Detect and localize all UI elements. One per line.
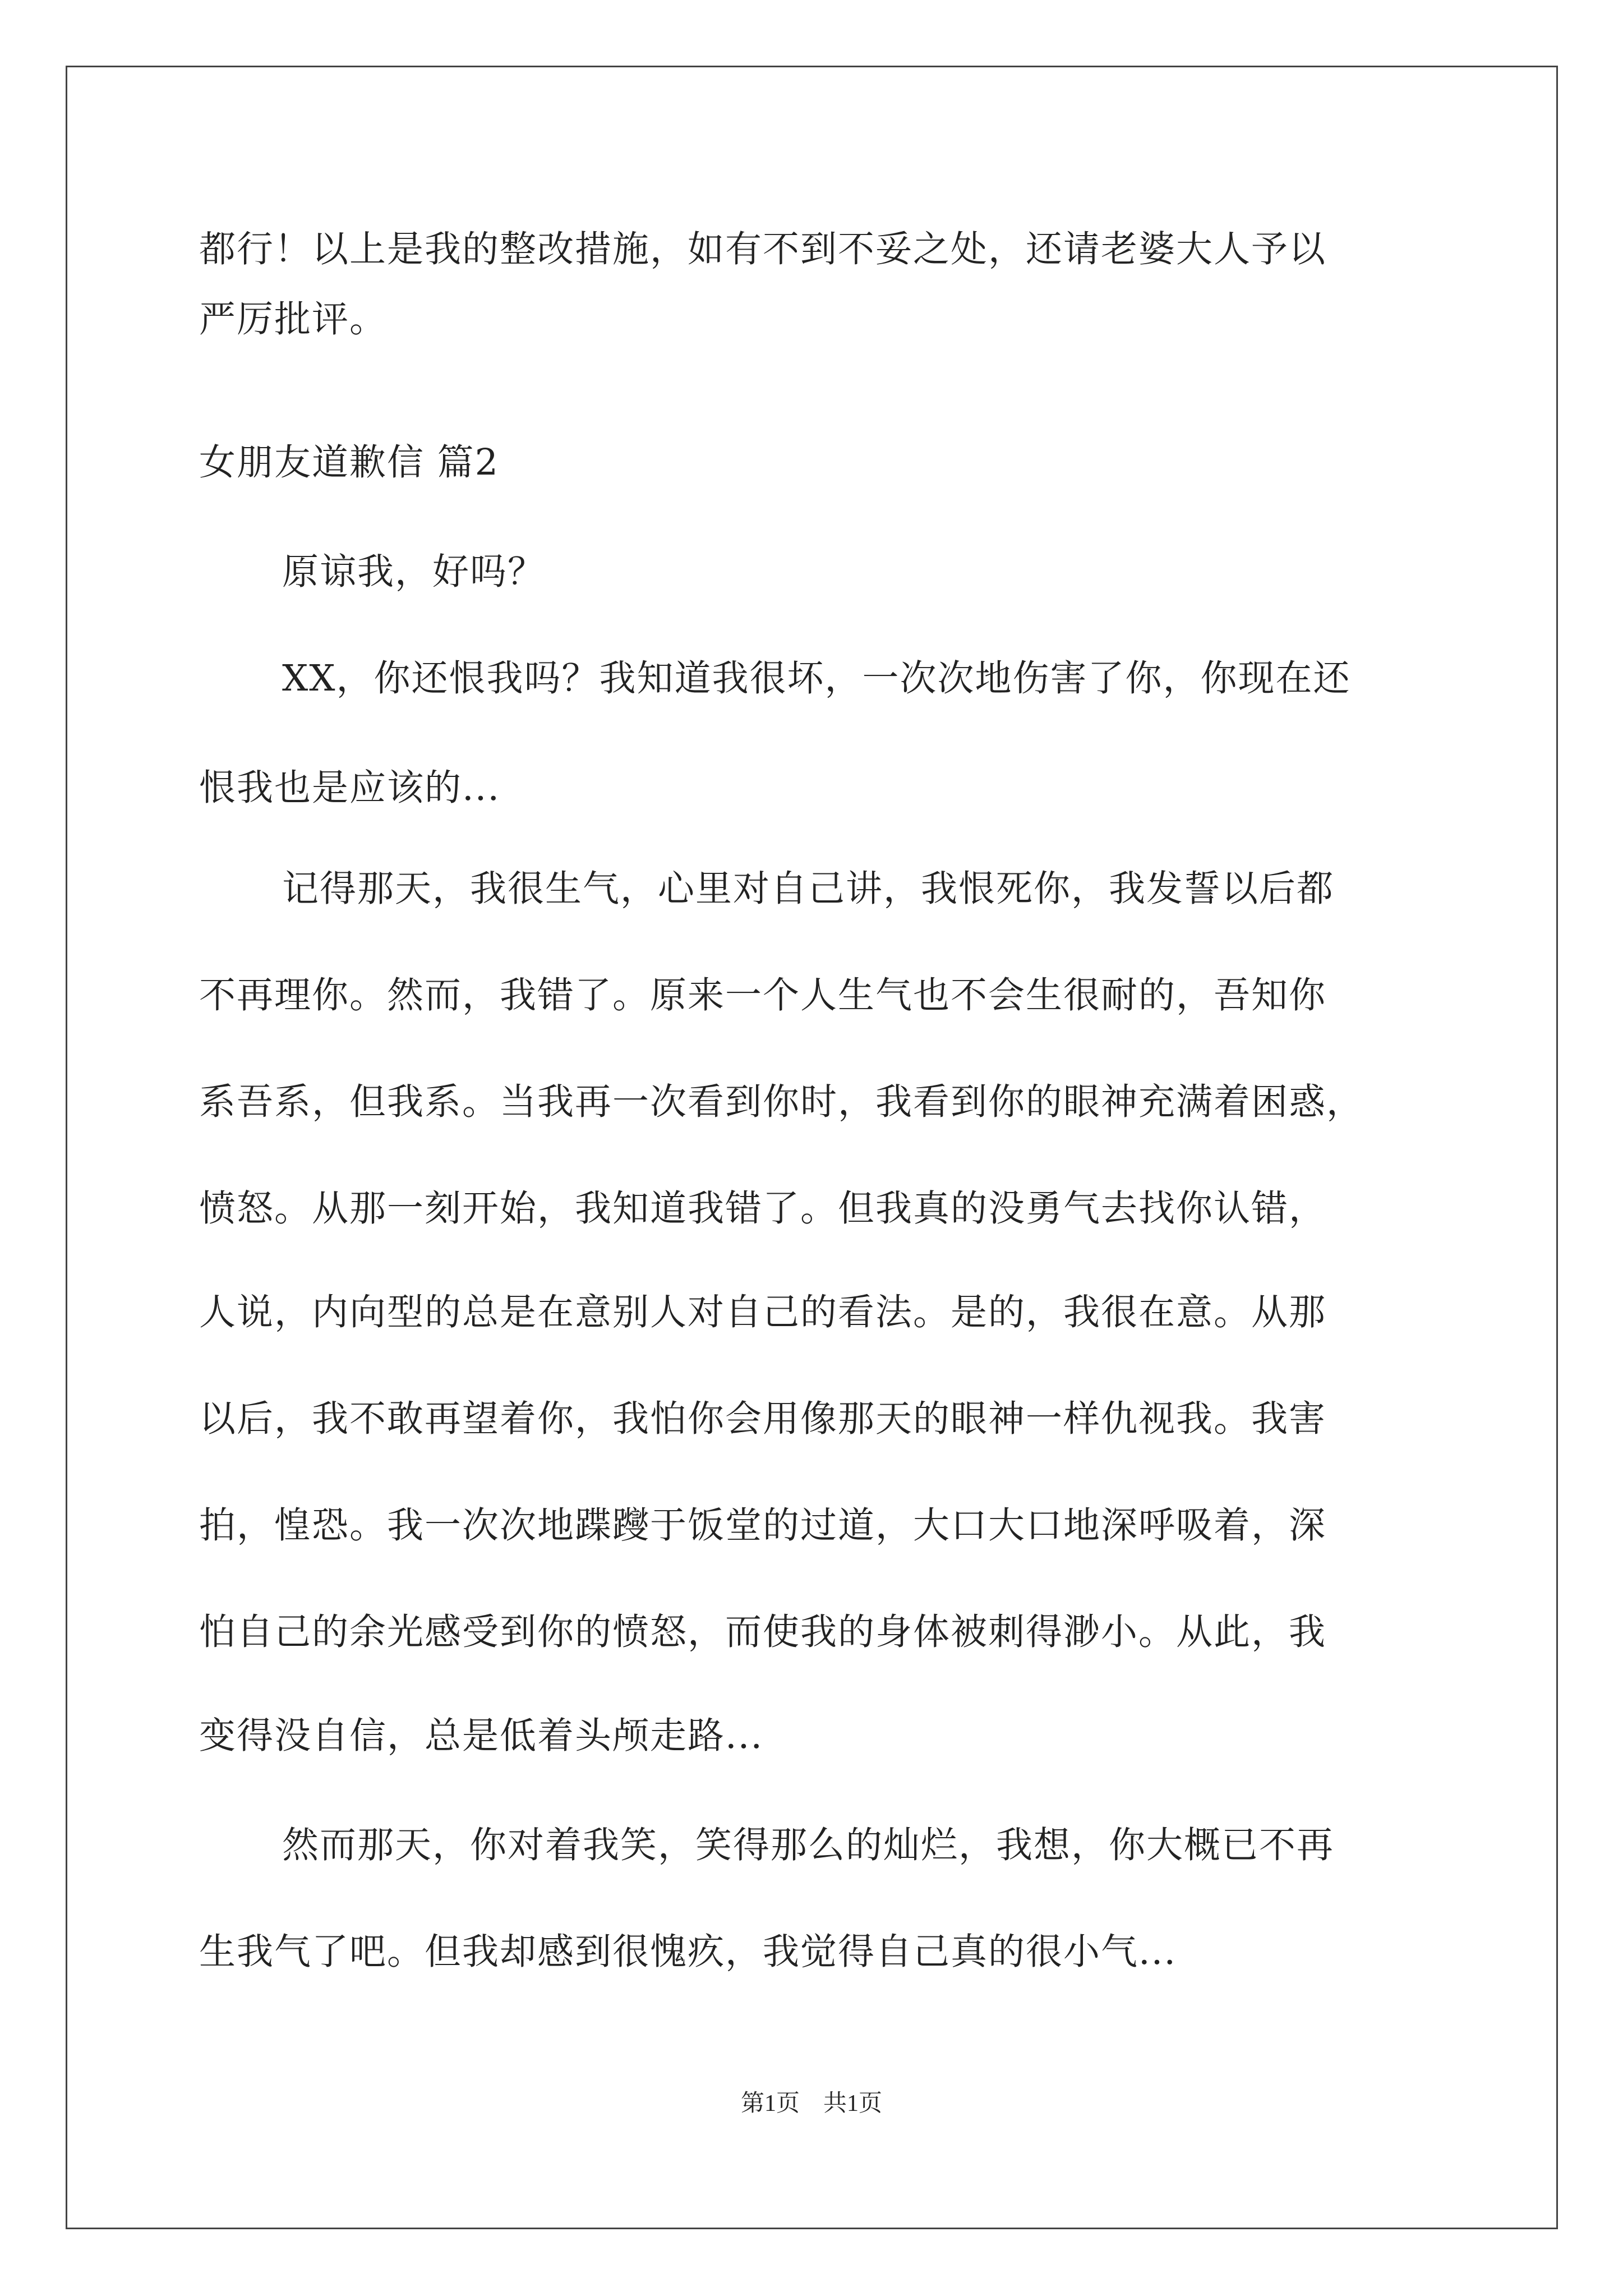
page-border: [66, 66, 1558, 2229]
text-line: 以后，我不敢再望着你，我怕你会用像那天的眼神一样仇视我。我害: [199, 1398, 1327, 1440]
text-line: 严厉批评。: [199, 298, 388, 341]
text-line: 系吾系，但我系。当我再一次看到你时，我看到你的眼神充满着困惑，: [199, 1081, 1364, 1123]
text-line: 人说，内向型的总是在意别人对自己的看法。是的，我很在意。从那: [199, 1291, 1327, 1333]
page-number-footer: 第1页 共1页: [740, 2091, 882, 2116]
text-line: 愤怒。从那一刻开始，我知道我错了。但我真的没勇气去找你认错，: [199, 1188, 1327, 1230]
paragraph-opening-line: 然而那天，你对着我笑，笑得那么的灿烂，我想，你大概已不再: [282, 1824, 1335, 1866]
paragraph-opening-line: 原谅我，好吗？: [282, 551, 546, 593]
paragraph-opening-line: XX，你还恨我吗？我知道我很坏，一次次地伤害了你，你现在还: [282, 657, 1351, 700]
paragraph-opening-line: 记得那天，我很生气，心里对自己讲，我恨死你，我发誓以后都: [282, 868, 1335, 910]
text-line: 生我气了吧。但我却感到很愧疚，我觉得自己真的很小气...: [199, 1931, 1177, 1973]
text-line: 拍，惶恐。我一次次地蹀躞于饭堂的过道，大口大口地深呼吸着，深: [199, 1504, 1327, 1547]
text-line: 不再理你。然而，我错了。原来一个人生气也不会生很耐的，吾知你: [199, 974, 1327, 1016]
text-line: 变得没自信，总是低着头颅走路...: [199, 1715, 763, 1757]
section-heading: 女朋友道歉信 篇2: [199, 441, 500, 484]
text-line: 都行！以上是我的整改措施，如有不到不妥之处，还请老婆大人予以: [199, 228, 1327, 270]
text-line: 怕自己的余光感受到你的愤怒，而使我的身体被刺得渺小。从此，我: [199, 1611, 1327, 1653]
text-line: 恨我也是应该的...: [199, 767, 500, 809]
